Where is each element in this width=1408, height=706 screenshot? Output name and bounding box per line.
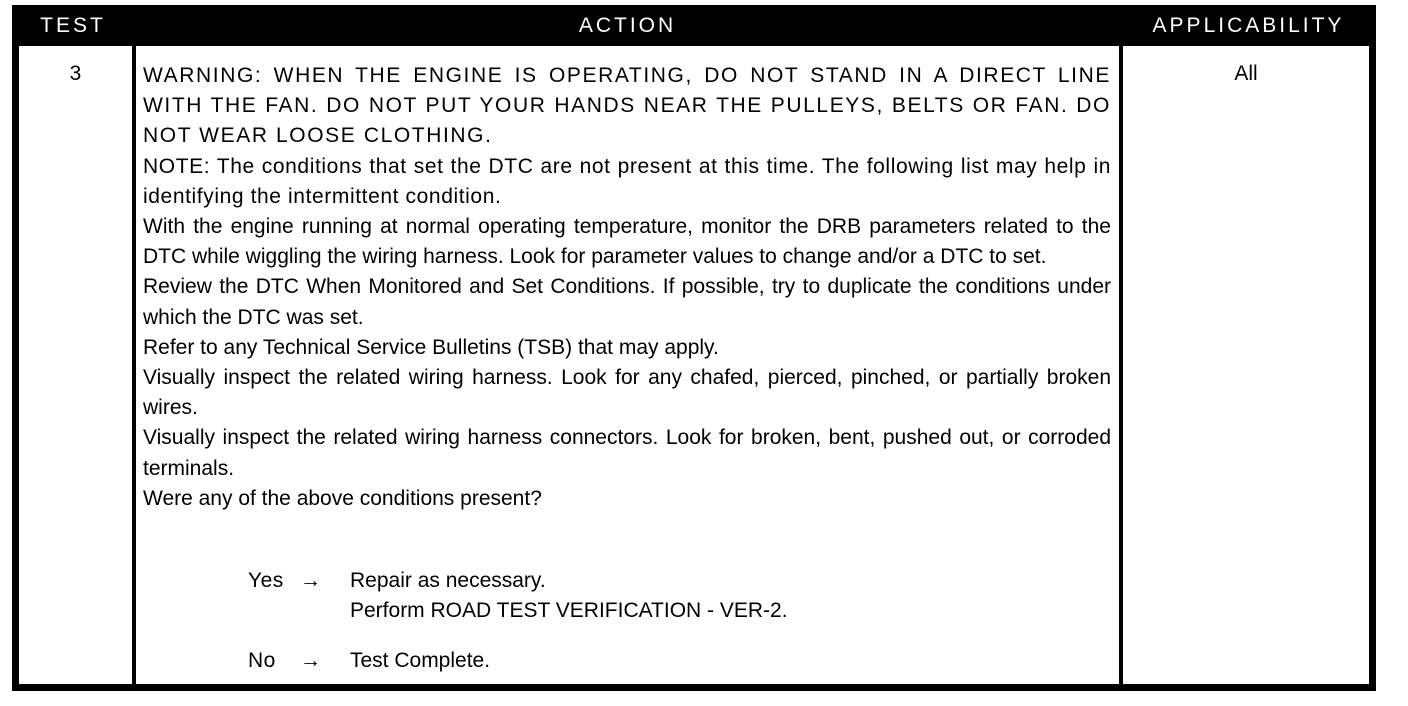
- no-body: [350, 646, 490, 676]
- action-cell: [136, 46, 1119, 684]
- diagnostic-table: [12, 5, 1376, 691]
- result-no: [248, 646, 788, 676]
- header-applicability: APPLICABILITY: [1152, 14, 1345, 37]
- arrow-right-icon: →: [300, 649, 321, 672]
- header-test: TEST: [40, 14, 106, 37]
- yes-line-2: Perform ROAD TEST VERIFICATION - VER-2.: [350, 599, 788, 622]
- applicability-cell: [1123, 46, 1369, 684]
- action-paragraph: Review the DTC When Monitored and Set Conditions. If possible, try to duplicate the conditions under which the DTC was set.: [143, 275, 1111, 329]
- action-paragraph: Visually inspect the related wiring harness connectors. Look for broken, bent, pushed out, or corroded terminals.: [143, 426, 1111, 480]
- applicability-value: All: [1234, 62, 1258, 85]
- result-yes: [248, 566, 788, 626]
- yes-body: [350, 566, 788, 626]
- action-paragraph: Refer to any Technical Service Bulletins (TSB) that may apply.: [143, 335, 719, 359]
- test-cell: [19, 46, 132, 684]
- header-action: ACTION: [578, 14, 677, 37]
- yes-line-1: Repair as necessary.: [350, 569, 546, 592]
- action-text: [143, 61, 1111, 514]
- note-paragraph: NOTE: The conditions that set the DTC are not present at this time. The following list may help in identifying the intermittent condition.: [143, 154, 1111, 208]
- yes-label: Yes: [248, 569, 284, 592]
- no-label: No: [248, 649, 276, 672]
- test-number: 3: [69, 62, 82, 85]
- no-line-1: Test Complete.: [350, 649, 491, 672]
- warning-paragraph: WARNING: WHEN THE ENGINE IS OPERATING, DO NOT STAND IN A DIRECT LINE WITH THE FAN. DO NOT PUT YOUR HANDS NEAR THE PULLEYS, BELTS OR FAN. DO NOT WEAR LOOSE CLOTHING.: [143, 64, 1111, 148]
- action-paragraph: With the engine running at normal operating temperature, monitor the DRB parameters related to the DTC while wiggling the wiring harness. Look for parameter values to change and/or a DTC to set.: [143, 215, 1111, 269]
- question-paragraph: Were any of the above conditions present?: [143, 486, 542, 510]
- results: [248, 566, 788, 676]
- action-paragraph: Visually inspect the related wiring harness. Look for any chafed, pierced, pinched, or partially broken wires.: [143, 366, 1111, 420]
- arrow-right-icon: →: [300, 569, 321, 592]
